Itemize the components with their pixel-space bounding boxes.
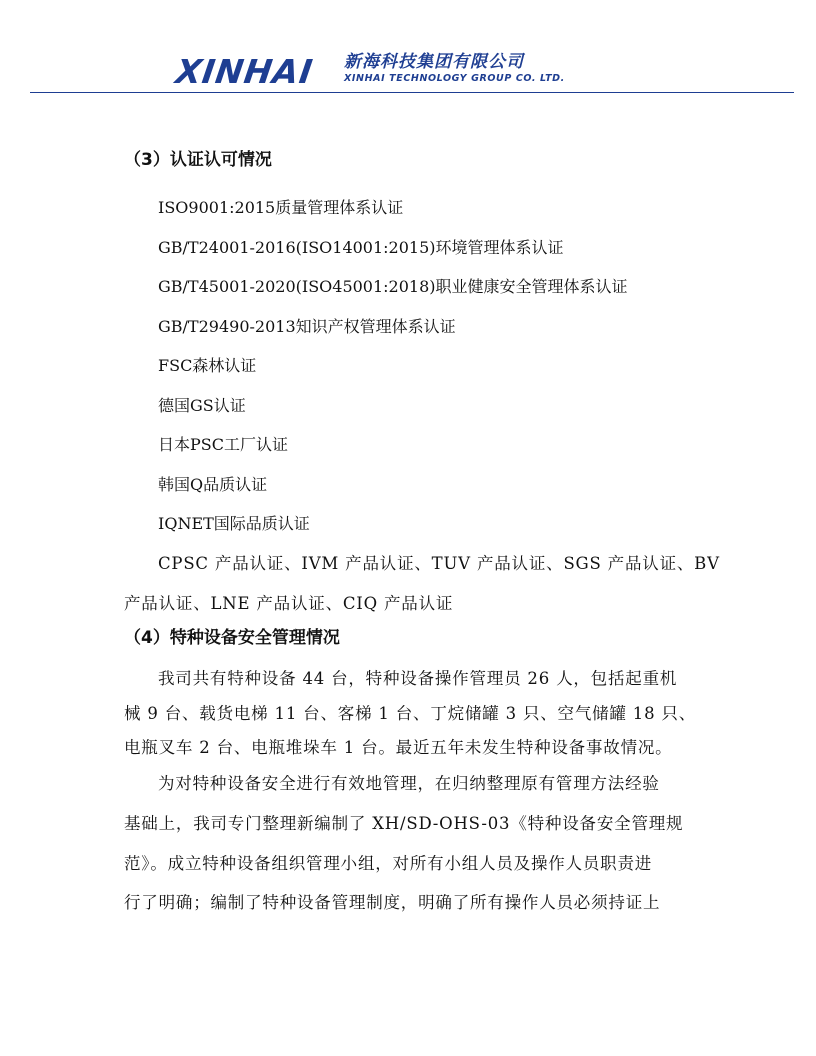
cert-item: IQNET国际品质认证 [158, 514, 310, 533]
company-name-cn: 新海科技集团有限公司 [344, 52, 524, 72]
page-header [0, 0, 816, 100]
company-logo-text: XINHAI [173, 52, 316, 91]
header-divider [30, 92, 794, 93]
paragraph-line: 为对特种设备安全进行有效地管理，在归纳整理原有管理方法经验 [158, 774, 660, 793]
paragraph-line: 我司共有特种设备 44 台，特种设备操作管理员 26 人，包括起重机 [158, 669, 678, 688]
cert-item: GB/T24001-2016(ISO14001:2015)环境管理体系认证 [158, 238, 564, 257]
product-certs-line: CPSC 产品认证、IVM 产品认证、TUV 产品认证、SGS 产品认证、BV [158, 554, 720, 573]
cert-item: 德国GS认证 [158, 396, 246, 415]
product-certs-line: 产品认证、LNE 产品认证、CIQ 产品认证 [124, 594, 454, 613]
section-4-heading: （4）特种设备安全管理情况 [124, 628, 340, 648]
paragraph-line: 电瓶叉车 2 台、电瓶堆垛车 1 台。最近五年未发生特种设备事故情况。 [124, 738, 673, 757]
cert-item: 韩国Q品质认证 [158, 475, 268, 494]
company-name-en: XINHAI TECHNOLOGY GROUP CO. LTD. [344, 73, 565, 84]
cert-item: 日本PSC工厂认证 [158, 435, 288, 454]
paragraph-line: 行了明确；编制了特种设备管理制度，明确了所有操作人员必须持证上 [124, 893, 661, 912]
paragraph-line: 械 9 台、载货电梯 11 台、客梯 1 台、丁烷储罐 3 只、空气储罐 18 只、 [124, 704, 697, 723]
cert-item: FSC森林认证 [158, 356, 257, 375]
paragraph-line: 基础上，我司专门整理新编制了 XH/SD-OHS-03《特种设备安全管理规 [124, 814, 684, 833]
cert-item: GB/T45001-2020(ISO45001:2018)职业健康安全管理体系认证 [158, 277, 628, 296]
paragraph-line: 范》。成立特种设备组织管理小组，对所有小组人员及操作人员职责进 [124, 854, 653, 873]
section-3-heading: （3）认证认可情况 [124, 150, 272, 170]
cert-item: GB/T29490-2013知识产权管理体系认证 [158, 317, 456, 336]
cert-item: ISO9001:2015质量管理体系认证 [158, 198, 404, 217]
